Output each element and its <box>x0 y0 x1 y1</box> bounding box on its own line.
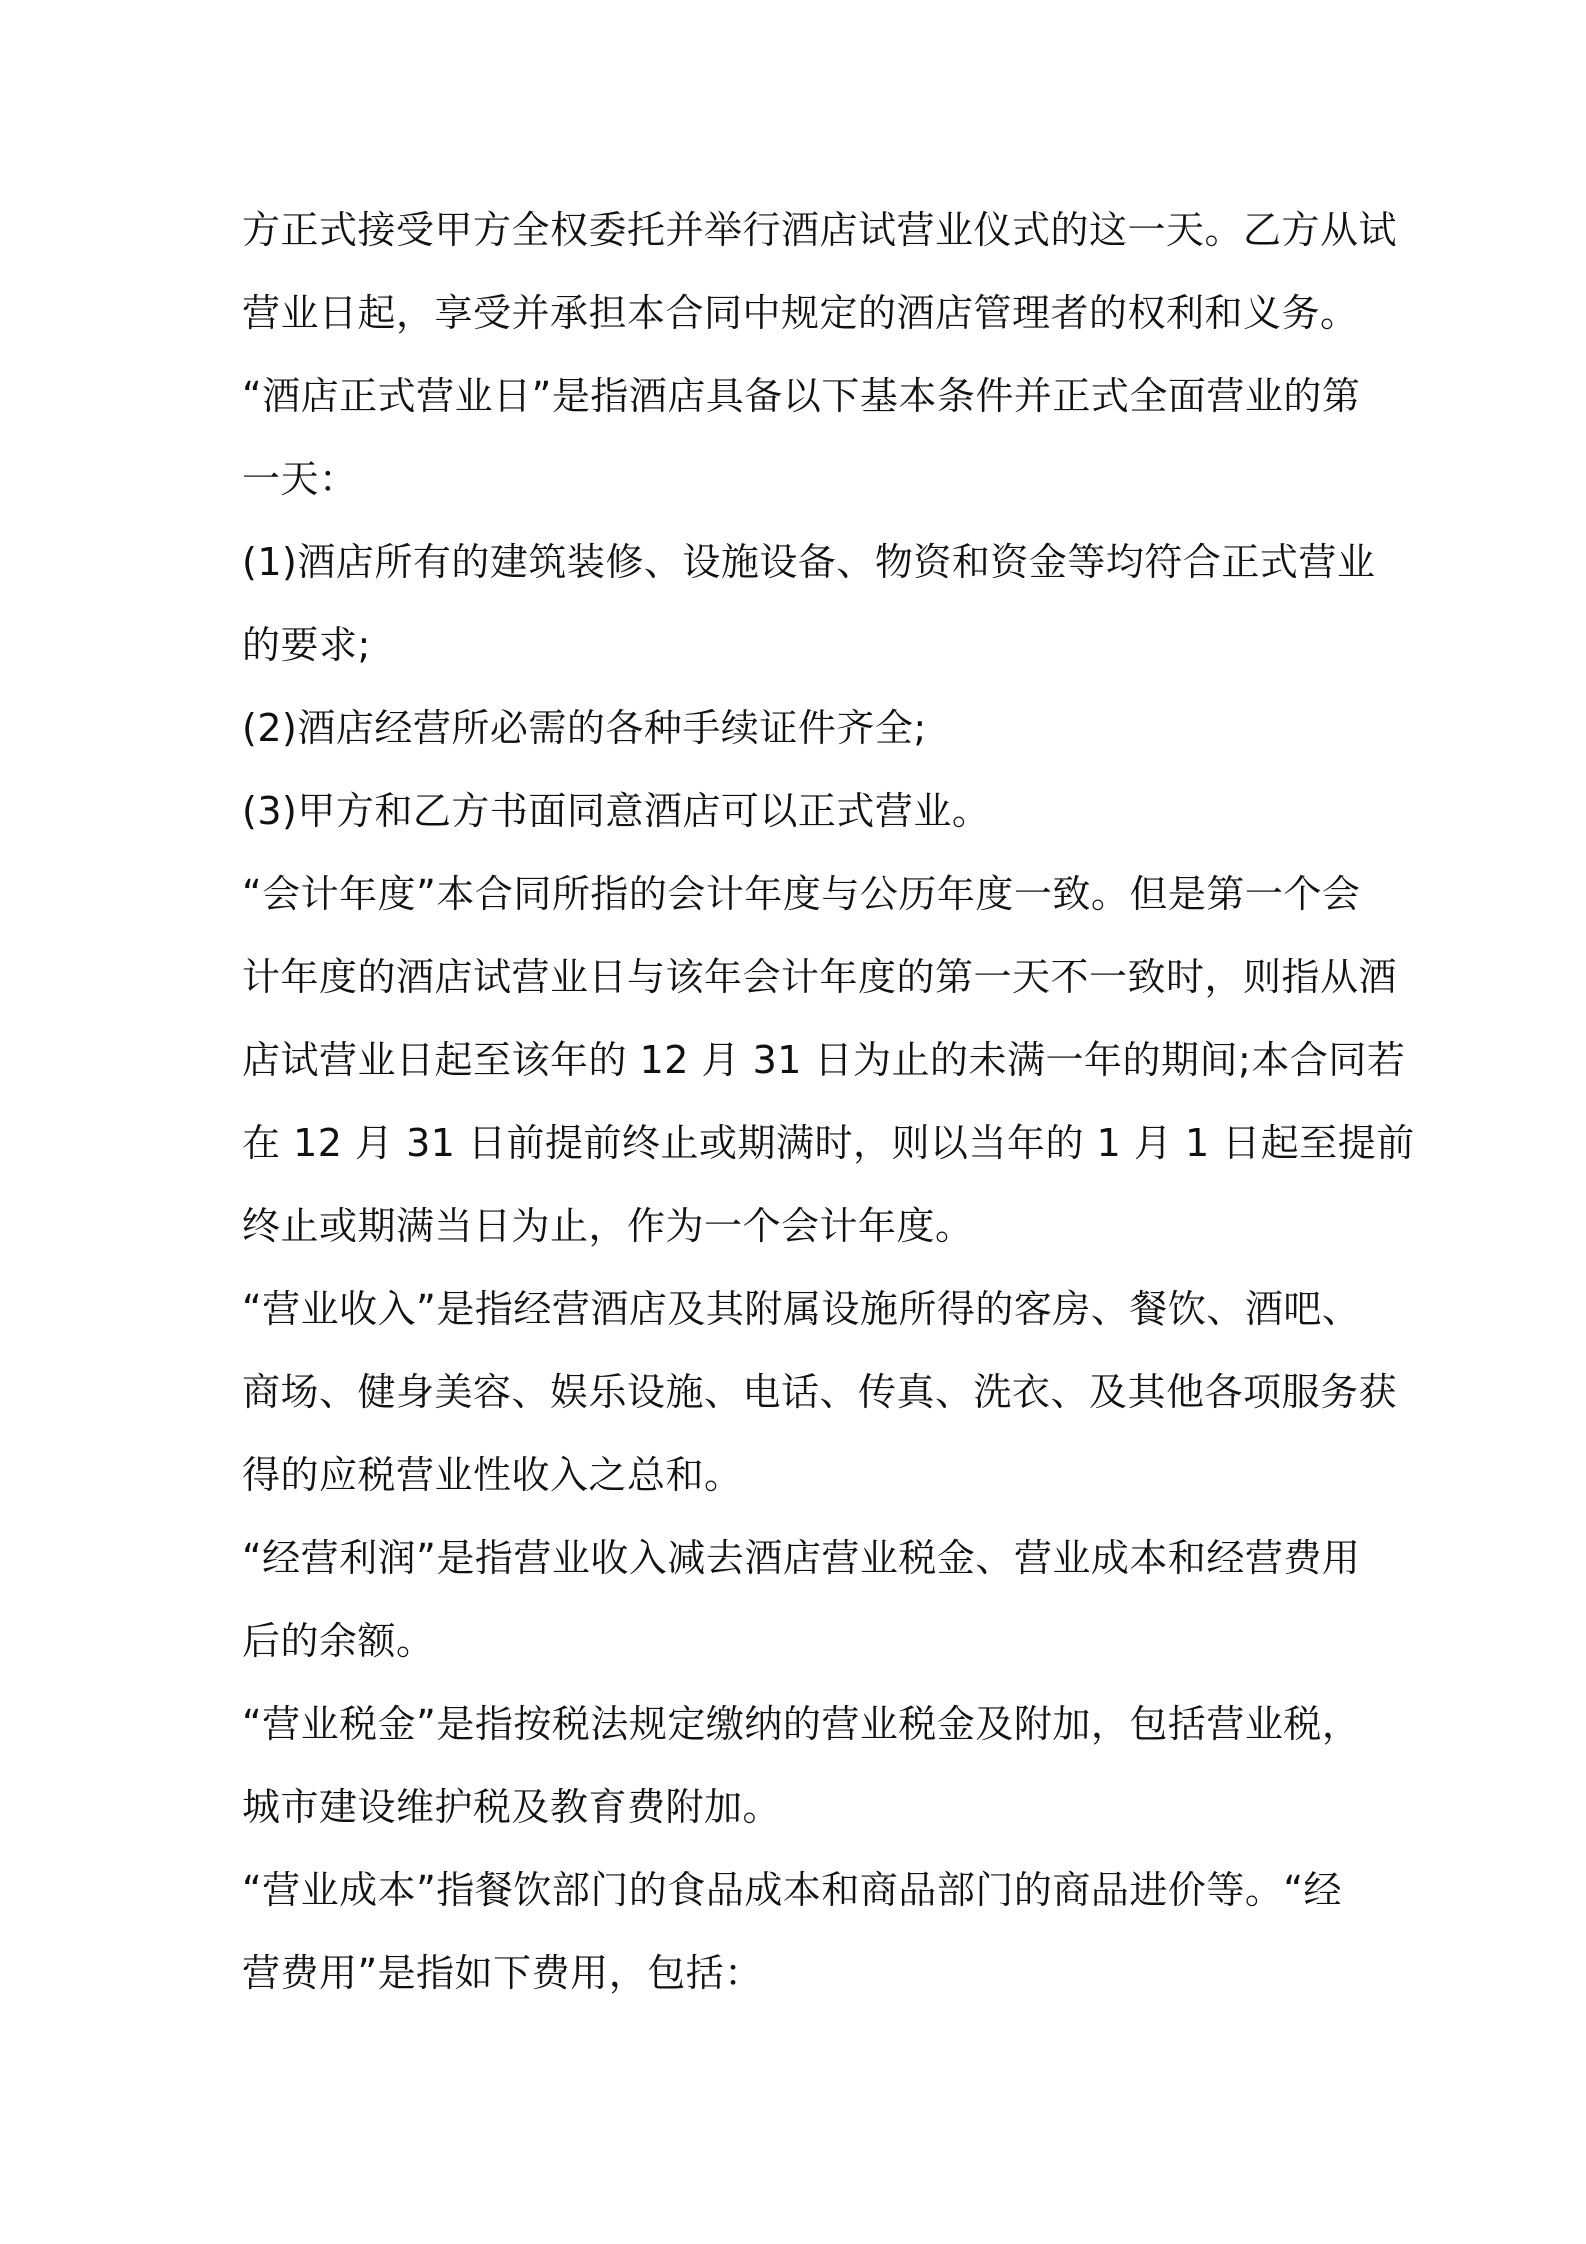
text-line: “酒店正式营业日”是指酒店具备以下基本条件并正式全面营业的第 <box>242 374 1361 418</box>
text-line: 一天： <box>242 457 358 501</box>
text-line: 计年度的酒店试营业日与该年会计年度的第一天不一致时，则指从酒 <box>242 955 1398 999</box>
text-line: “营业税金”是指按税法规定缴纳的营业税金及附加，包括营业税， <box>242 1702 1361 1746</box>
text-line: 营费用”是指如下费用，包括： <box>242 1951 763 1995</box>
text-line: (3)甲方和乙方书面同意酒店可以正式营业。 <box>242 789 991 833</box>
text-line: 得的应税营业性收入之总和。 <box>242 1453 743 1497</box>
text-line: 城市建设维护税及教育费附加。 <box>242 1785 782 1829</box>
contract-text-block <box>242 198 1415 2024</box>
text-line: 在 12 月 31 日前提前终止或期满时，则以当年的 1 月 1 日起至提前 <box>242 1121 1415 1165</box>
text-line: 方正式接受甲方全权委托并举行酒店试营业仪式的这一天。乙方从试 <box>242 208 1398 252</box>
text-line: “会计年度”本合同所指的会计年度与公历年度一致。但是第一个会 <box>242 872 1361 916</box>
text-line: (2)酒店经营所必需的各种手续证件齐全; <box>242 706 927 750</box>
text-line: 营业日起，享受并承担本合同中规定的酒店管理者的权利和义务。 <box>242 291 1359 335</box>
text-line: (1)酒店所有的建筑装修、设施设备、物资和资金等均符合正式营业 <box>242 540 1376 584</box>
text-line: 商场、健身美容、娱乐设施、电话、传真、洗衣、及其他各项服务获 <box>242 1370 1398 1414</box>
text-line: 的要求; <box>242 623 371 667</box>
text-line: “营业成本”指餐饮部门的食品成本和商品部门的商品进价等。“经 <box>242 1868 1343 1912</box>
text-line: 店试营业日起至该年的 12 月 31 日为止的未满一年的期间;本合同若 <box>242 1038 1406 1082</box>
text-line: “经营利润”是指营业收入减去酒店营业税金、营业成本和经营费用 <box>242 1536 1361 1580</box>
text-line: “营业收入”是指经营酒店及其附属设施所得的客房、餐饮、酒吧、 <box>242 1287 1361 1331</box>
text-line: 后的余额。 <box>242 1619 435 1663</box>
text-line: 终止或期满当日为止，作为一个会计年度。 <box>242 1204 974 1248</box>
